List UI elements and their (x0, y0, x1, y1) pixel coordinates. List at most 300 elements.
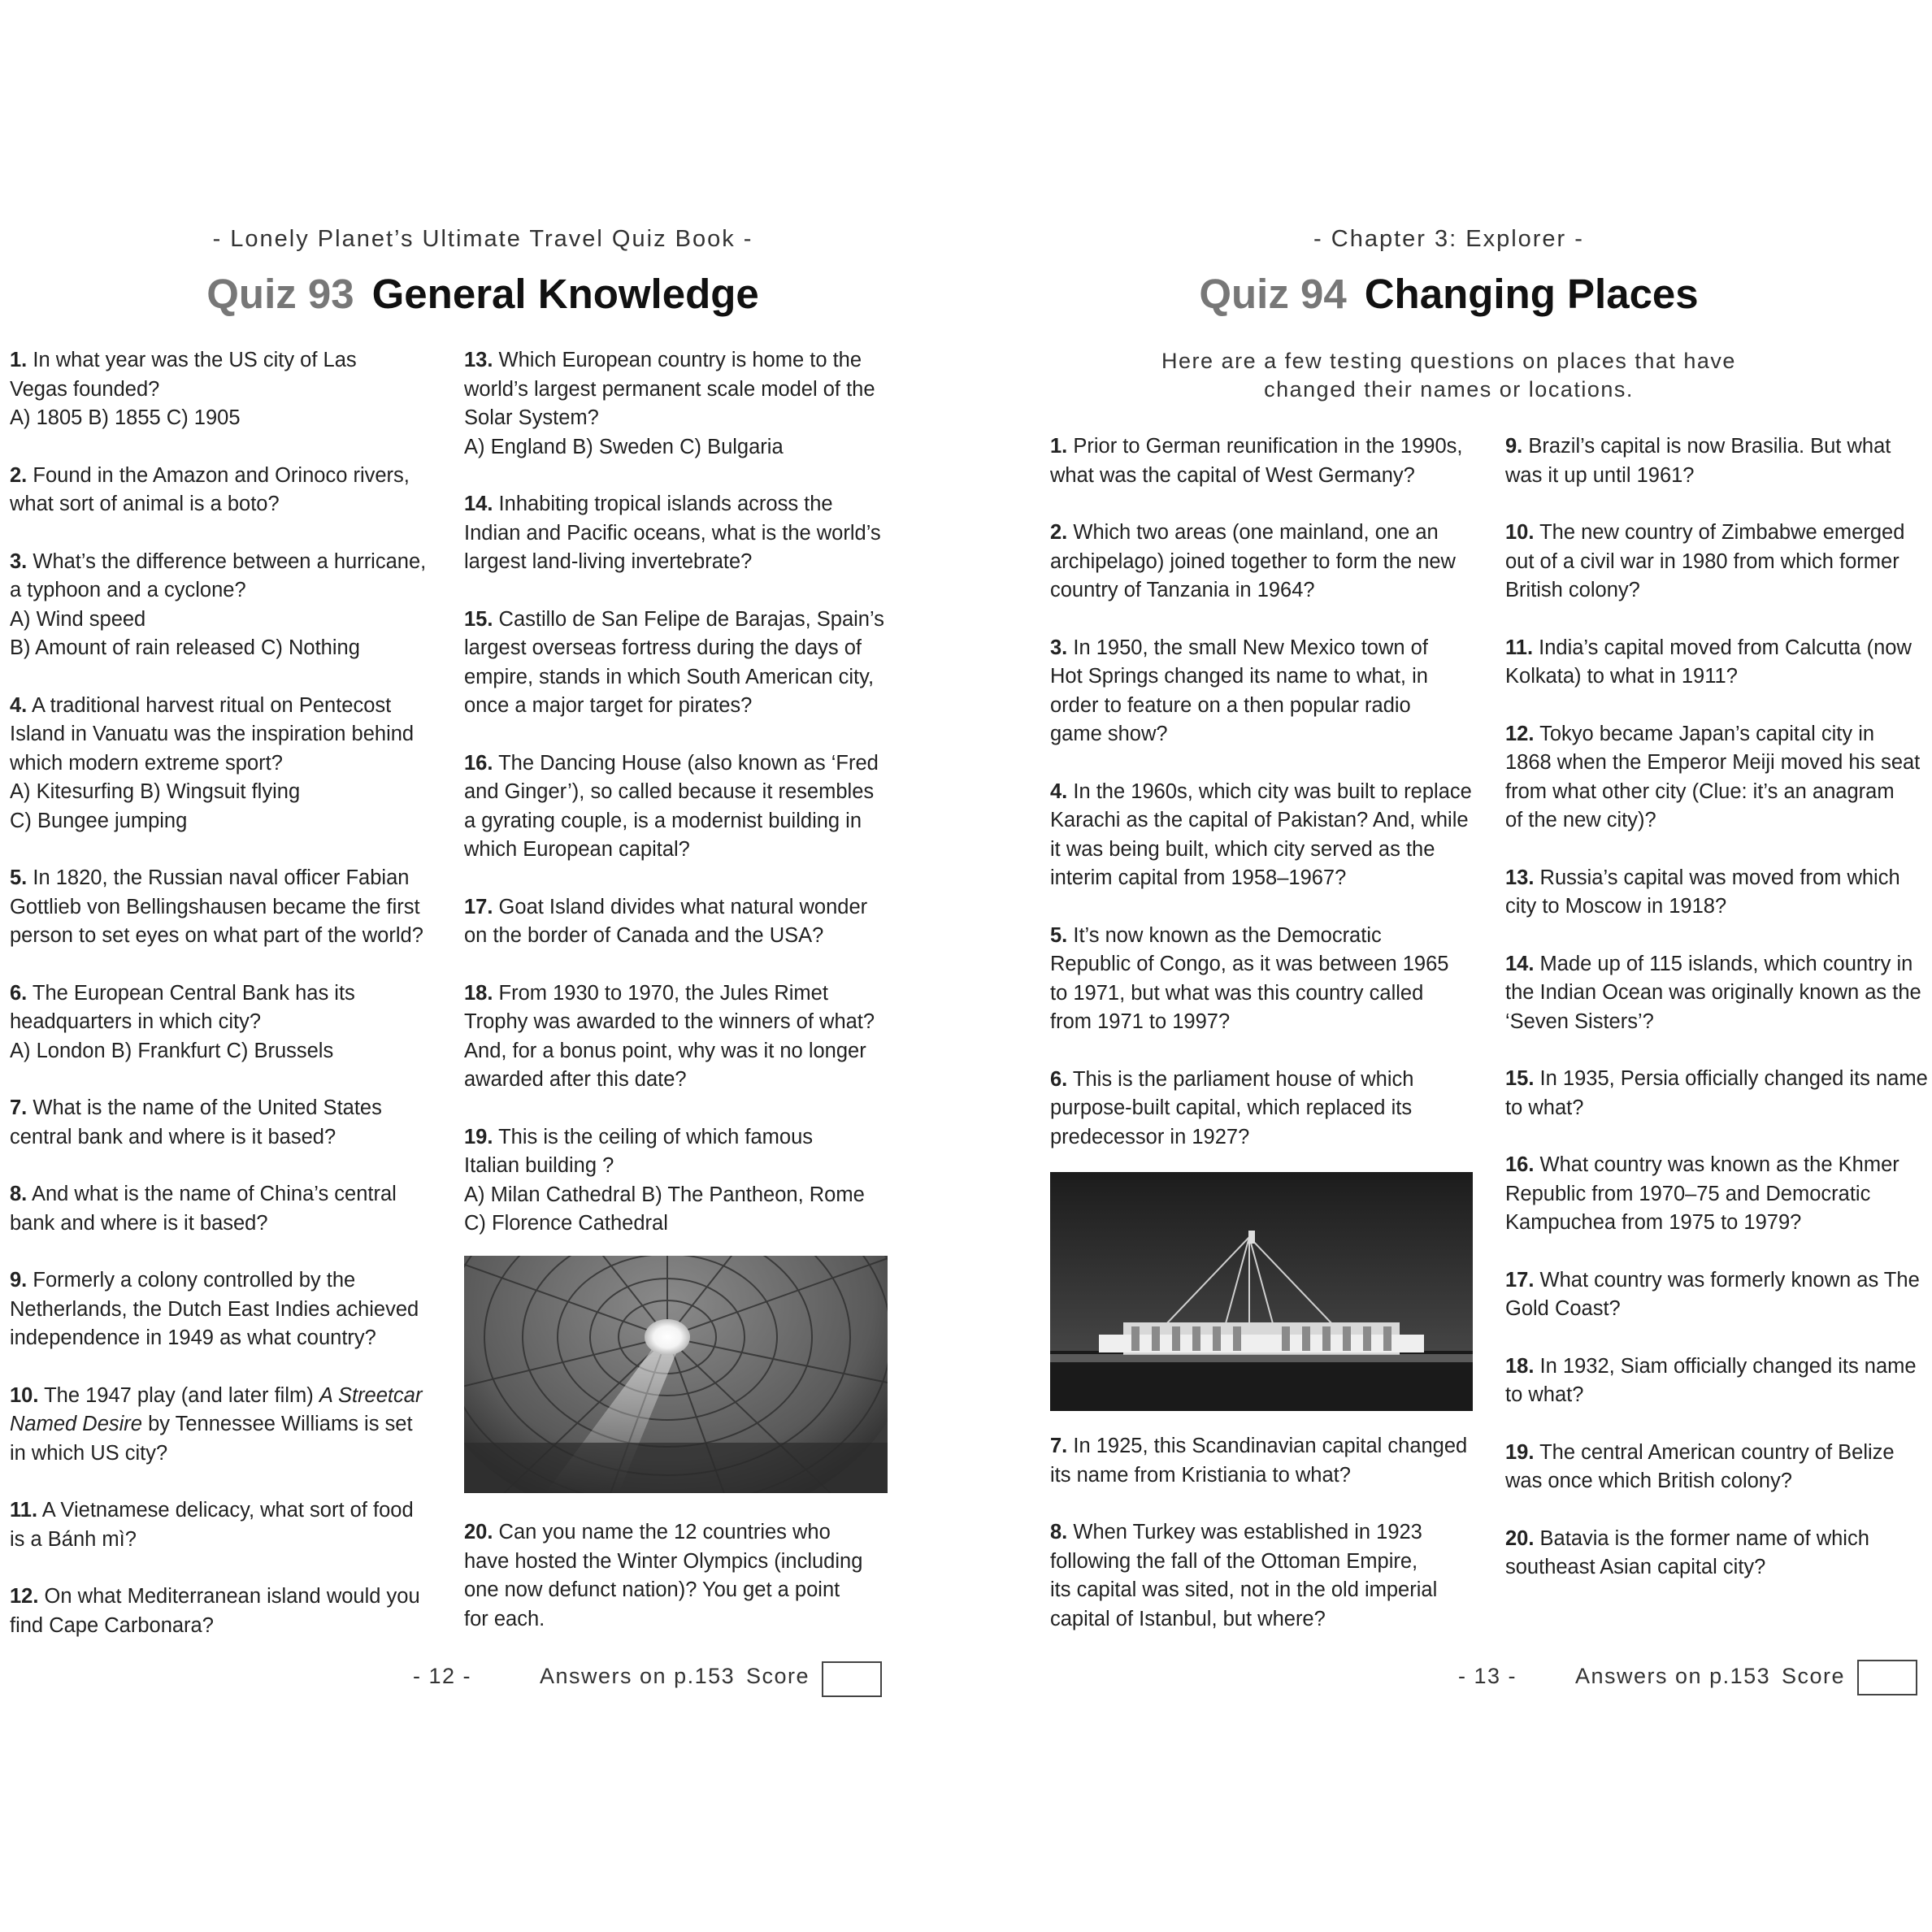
question-text: A) Milan Cathedral B) The Pantheon, Rome (464, 1183, 865, 1206)
question-line (1050, 432, 1481, 462)
question-text: person to set eyes on what part of the world? (10, 924, 423, 947)
question-line (1505, 864, 1932, 893)
question-line (10, 1037, 441, 1066)
question-text: A) Kitesurfing B) Wingsuit flying (10, 780, 301, 803)
question-text: awarded after this date? (464, 1068, 687, 1091)
question-line (464, 1066, 895, 1095)
question-text: out of a civil war in 1980 from which former (1505, 549, 1899, 573)
question-column (1050, 432, 1481, 1180)
page-number: - 12 - (413, 1664, 472, 1688)
question-line (1050, 720, 1481, 749)
question-text: Which European country is home to the (498, 349, 862, 371)
question-number: 15. (464, 607, 493, 631)
question-text: And what is the name of China’s central (31, 1183, 397, 1205)
question-9 (10, 1266, 441, 1353)
question-text: order to feature on a then popular radio (1050, 693, 1411, 717)
question-number: 13. (1505, 866, 1535, 889)
question-11 (10, 1496, 441, 1554)
question-18 (464, 979, 895, 1095)
question-text: Prior to German reunification in the 1990s, (1073, 435, 1463, 458)
question-19 (464, 1123, 895, 1239)
question-text: Island in Vanuatu was the inspiration behind (10, 723, 415, 745)
question-text: Gottlieb von Bellingshausen became the first (10, 895, 420, 918)
question-line (1050, 922, 1481, 951)
parliament-house-image (1050, 1172, 1473, 1411)
question-text: the Indian Ocean was originally known as the (1505, 981, 1921, 1004)
answers-reference: Answers on p.153 (540, 1664, 736, 1688)
question-text: for each. (464, 1607, 545, 1630)
question-6 (10, 979, 441, 1066)
question-text: India’s capital moved from Calcutta (now (1539, 636, 1912, 659)
question-number: 14. (464, 493, 493, 515)
question-line (464, 346, 895, 376)
question-line (1050, 1094, 1481, 1123)
question-text: a gyrating couple, is a modernist building in (464, 809, 862, 832)
question-line (10, 1123, 441, 1153)
question-1 (10, 346, 441, 433)
question-text: a typhoon and a cyclone? (10, 579, 246, 601)
question-line (1050, 1548, 1481, 1577)
question-text: A) England B) Sweden C) Bulgaria (464, 435, 784, 458)
question-number: 11. (10, 1499, 38, 1522)
question-line (464, 548, 895, 577)
question-19 (1505, 1439, 1932, 1496)
right-page (966, 0, 1932, 1932)
question-line (10, 1410, 441, 1439)
question-line (1505, 778, 1932, 807)
question-line (10, 1296, 441, 1325)
question-number: 18. (464, 981, 493, 1005)
question-17 (1505, 1266, 1932, 1324)
question-line (464, 490, 895, 519)
question-line (10, 1266, 441, 1296)
question-line (10, 1439, 441, 1469)
question-number: 11. (1505, 636, 1534, 659)
question-text: In the 1960s, which city was built to replace (1073, 779, 1472, 803)
question-text: purpose-built capital, which replaced its (1050, 1096, 1413, 1119)
question-line (1050, 778, 1481, 807)
question-text: 1868 when the Emperor Meiji moved his seat (1505, 751, 1921, 774)
pantheon-dome-image (464, 1256, 888, 1493)
question-text: In 1820, the Russian naval officer Fabian (33, 866, 410, 889)
question-text: C) Florence Cathedral (464, 1212, 668, 1235)
running-head: - Chapter 3: Explorer - (1313, 226, 1584, 252)
question-text: in which US city? (10, 1441, 168, 1465)
question-text: C) Bungee jumping (10, 809, 188, 832)
question-number: 2. (10, 463, 28, 487)
question-20 (464, 1518, 895, 1634)
question-15 (464, 606, 895, 721)
question-line (1050, 576, 1481, 606)
question-number: 3. (10, 549, 28, 573)
question-line (10, 462, 441, 491)
question-line (10, 1180, 441, 1209)
question-line (1050, 950, 1481, 979)
question-number: 20. (464, 1521, 493, 1543)
question-text: Indian and Pacific oceans, what is the world’s (464, 521, 881, 545)
intro-line: Here are a few testing questions on places that have (1161, 349, 1736, 373)
question-line (1505, 892, 1932, 922)
question-line (1505, 1094, 1932, 1123)
question-text: A Vietnamese delicacy, what sort of food (41, 1499, 414, 1522)
question-text: its name from Kristiania to what? (1050, 1463, 1351, 1487)
question-line (464, 836, 895, 865)
question-text: It’s now known as the Democratic (1073, 923, 1382, 947)
quiz-number: Quiz 94 (1199, 271, 1347, 317)
question-column (464, 1518, 895, 1662)
question-2 (10, 462, 441, 519)
question-text: Tokyo became Japan’s capital city in (1539, 722, 1875, 745)
question-text: The 1947 play (and later film) A Streetcar (44, 1383, 423, 1407)
question-line (1050, 662, 1481, 692)
question-text: Formerly a colony controlled by the (33, 1269, 356, 1292)
question-13 (464, 346, 895, 462)
question-line (10, 1496, 441, 1526)
question-line (1050, 1576, 1481, 1605)
question-8 (10, 1180, 441, 1238)
question-line (464, 1548, 895, 1577)
question-line (1505, 806, 1932, 836)
question-number: 17. (1505, 1268, 1535, 1292)
question-line (10, 490, 441, 519)
question-text: world’s largest permanent scale model of the (464, 377, 875, 401)
question-text: and Ginger’), so called because it resembles (464, 780, 875, 803)
question-text: Gold Coast? (1505, 1297, 1621, 1320)
question-text: Brazil’s capital is now Brasilia. But what (1528, 435, 1891, 458)
question-10 (1505, 519, 1932, 606)
question-line (1505, 548, 1932, 577)
question-line (1050, 692, 1481, 721)
question-text: was once which British colony? (1505, 1470, 1792, 1492)
question-number: 5. (1050, 923, 1068, 947)
question-line (464, 1181, 895, 1210)
question-text: Italian building ? (464, 1154, 614, 1177)
question-line (10, 1209, 441, 1239)
question-line (1050, 836, 1481, 865)
question-text: What country was formerly known as The (1539, 1268, 1920, 1292)
question-number: 8. (1050, 1521, 1068, 1543)
question-text: largest land-living invertebrate? (464, 550, 753, 573)
question-text: it was being built, which city served as the (1050, 837, 1435, 861)
question-line (1505, 1352, 1932, 1382)
question-line (1050, 1461, 1481, 1491)
question-text: empire, stands in which South American city, (464, 665, 875, 688)
question-number: 9. (10, 1269, 28, 1292)
question-text: to what? (1505, 1096, 1584, 1119)
question-3 (1050, 634, 1481, 749)
question-line (464, 663, 895, 692)
question-number: 19. (464, 1125, 493, 1148)
question-6 (1050, 1066, 1481, 1153)
question-text: Karachi as the capital of Pakistan? And, while (1050, 809, 1469, 831)
question-line (1505, 662, 1932, 692)
question-line (1505, 634, 1932, 663)
question-text: predecessor in 1927? (1050, 1125, 1250, 1148)
quiz-number: Quiz 93 (206, 271, 354, 317)
question-11 (1505, 634, 1932, 692)
question-line (1050, 1605, 1481, 1635)
question-12 (10, 1583, 441, 1640)
question-text: The Dancing House (also known as ‘Fred (498, 751, 879, 775)
question-line (464, 749, 895, 779)
question-1 (1050, 432, 1481, 490)
answers-reference: Answers on p.153 (1575, 1664, 1771, 1688)
question-line (1505, 749, 1932, 778)
question-text: what was the capital of West Germany? (1050, 463, 1415, 487)
question-14 (1505, 950, 1932, 1037)
question-15 (1505, 1065, 1932, 1122)
question-number: 10. (1505, 521, 1535, 544)
question-number: 18. (1505, 1354, 1535, 1378)
question-line (1505, 432, 1932, 462)
question-text: B) Amount of rain released C) Nothing (10, 636, 360, 659)
question-text: The European Central Bank has its (32, 981, 355, 1005)
question-text: which European capital? (464, 838, 690, 861)
question-line (10, 1612, 441, 1641)
question-line (10, 1526, 441, 1555)
question-14 (464, 490, 895, 577)
question-text: What country was known as the Khmer (1539, 1153, 1899, 1176)
question-line (1505, 519, 1932, 548)
question-line (10, 606, 441, 635)
quiz-title (966, 270, 1932, 318)
question-line (10, 346, 441, 376)
question-line (1050, 1432, 1481, 1461)
question-line (1050, 1066, 1481, 1095)
question-line (464, 1123, 895, 1153)
question-text: interim capital from 1958–1967? (1050, 866, 1347, 889)
question-16 (1505, 1151, 1932, 1238)
question-line (1505, 1266, 1932, 1296)
score-box[interactable] (1857, 1660, 1917, 1695)
question-text: archipelago) joined together to form the new (1050, 549, 1456, 573)
question-line (1050, 979, 1481, 1009)
question-text: Kolkata) to what in 1911? (1505, 665, 1738, 688)
question-text: bank and where is it based? (10, 1211, 268, 1235)
question-number: 15. (1505, 1067, 1535, 1090)
question-text: Goat Island divides what natural wonder (498, 895, 868, 918)
question-line (464, 433, 895, 462)
question-line (464, 1518, 895, 1548)
question-line (1505, 462, 1932, 491)
question-text: Trophy was awarded to the winners of what? (464, 1010, 875, 1033)
question-line (464, 807, 895, 836)
question-number: 2. (1050, 521, 1068, 544)
question-text: Found in the Amazon and Orinoco rivers, (33, 463, 410, 487)
question-number: 7. (10, 1096, 28, 1119)
question-line (1505, 1151, 1932, 1180)
question-line (1050, 462, 1481, 491)
question-text: find Cape Carbonara? (10, 1613, 214, 1637)
question-number: 1. (10, 349, 28, 371)
question-5 (1050, 922, 1481, 1037)
question-number: 13. (464, 349, 493, 371)
question-text: What is the name of the United States (33, 1096, 382, 1119)
question-text: Solar System? (464, 406, 599, 429)
question-line (1050, 548, 1481, 577)
question-line (464, 1008, 895, 1037)
question-line (464, 979, 895, 1009)
question-text: of the new city)? (1505, 809, 1656, 831)
question-line (1505, 1209, 1932, 1238)
question-line (464, 692, 895, 721)
question-18 (1505, 1352, 1932, 1410)
question-number: 8. (10, 1183, 28, 1205)
question-number: 6. (10, 981, 28, 1005)
question-number: 16. (1505, 1153, 1535, 1176)
question-text: A traditional harvest ritual on Pentecost (31, 693, 392, 717)
question-text: A) Wind speed (10, 607, 146, 631)
question-line (1505, 1295, 1932, 1324)
pantheon-dome-photo (464, 1256, 888, 1493)
question-text: British colony? (1505, 579, 1640, 601)
question-number: 17. (464, 895, 493, 918)
question-line (464, 778, 895, 807)
question-column (464, 346, 895, 1267)
question-line (10, 376, 441, 405)
question-text: ‘Seven Sisters’? (1505, 1009, 1654, 1033)
question-text: What’s the difference between a hurricane, (33, 549, 427, 573)
question-line (10, 548, 441, 577)
question-text: Inhabiting tropical islands across the (498, 493, 833, 515)
question-text: In what year was the US city of Las (33, 349, 357, 371)
question-line (1050, 1518, 1481, 1548)
question-line (10, 1094, 441, 1123)
question-line (1505, 950, 1932, 979)
question-text: Hot Springs changed its name to what, in (1050, 665, 1428, 688)
question-line (464, 606, 895, 635)
question-line (10, 864, 441, 893)
question-column (10, 346, 441, 1669)
parliament-house-photo (1050, 1172, 1473, 1411)
question-text: In 1935, Persia officially changed its name (1539, 1067, 1928, 1090)
quiz-title (0, 270, 966, 318)
question-line (10, 692, 441, 721)
question-line (10, 893, 441, 923)
question-line (1505, 1008, 1932, 1037)
question-line (1505, 720, 1932, 749)
quiz-name: General Knowledge (371, 271, 759, 317)
question-number: 19. (1505, 1440, 1535, 1464)
question-line (464, 634, 895, 663)
question-line (10, 404, 441, 433)
question-line (10, 1382, 441, 1411)
question-text: A) 1805 B) 1855 C) 1905 (10, 406, 241, 429)
question-text: In 1950, the small New Mexico town of (1073, 636, 1428, 659)
question-3 (10, 548, 441, 663)
question-text: capital of Istanbul, but where? (1050, 1607, 1326, 1630)
question-text: largest overseas fortress during the days of (464, 636, 862, 659)
question-text: was it up until 1961? (1505, 463, 1695, 487)
question-line (10, 1583, 441, 1612)
question-line (1050, 519, 1481, 548)
question-line (1505, 1180, 1932, 1209)
score-label: Score (1782, 1664, 1846, 1688)
question-text: game show? (1050, 723, 1168, 745)
question-text: The central American country of Belize (1539, 1440, 1895, 1464)
question-line (464, 1037, 895, 1066)
question-line (10, 1324, 441, 1353)
question-2 (1050, 519, 1481, 606)
question-line (1050, 806, 1481, 836)
question-text: one now defunct nation)? You get a point (464, 1578, 840, 1601)
question-number: 10. (10, 1383, 39, 1407)
question-line (1505, 1525, 1932, 1554)
question-line (1050, 1008, 1481, 1037)
question-16 (464, 749, 895, 865)
question-line (1505, 1381, 1932, 1410)
question-column (1505, 432, 1932, 1611)
question-4 (1050, 778, 1481, 893)
question-line (1050, 864, 1481, 893)
question-text: from what other city (Clue: it’s an anagram (1505, 779, 1895, 803)
intro-text (966, 347, 1932, 404)
question-number: 14. (1505, 952, 1535, 975)
question-text: what sort of animal is a boto? (10, 493, 280, 515)
question-line (1050, 634, 1481, 663)
question-line (464, 376, 895, 405)
question-text: Republic of Congo, as it was between 1965 (1050, 953, 1449, 975)
question-line (10, 807, 441, 836)
question-text: once a major target for pirates? (464, 694, 753, 717)
score-box[interactable] (822, 1661, 882, 1697)
question-number: 3. (1050, 636, 1068, 659)
question-text: This is the parliament house of which (1072, 1067, 1414, 1091)
question-text: Which two areas (one mainland, one an (1073, 521, 1439, 544)
question-4 (10, 692, 441, 836)
question-text: Made up of 115 islands, which country in (1539, 952, 1913, 975)
question-text: When Turkey was established in 1923 (1073, 1521, 1422, 1543)
question-text: to what? (1505, 1383, 1584, 1406)
question-column (1050, 1432, 1481, 1662)
question-line (10, 749, 441, 779)
question-text: which modern extreme sport? (10, 751, 283, 775)
question-line (10, 576, 441, 606)
question-line (1505, 1553, 1932, 1583)
question-text: city to Moscow in 1918? (1505, 895, 1727, 918)
question-text: Russia’s capital was moved from which (1539, 866, 1900, 889)
question-line (10, 778, 441, 807)
question-line (10, 1008, 441, 1037)
question-text: Netherlands, the Dutch East Indies achieved (10, 1297, 419, 1321)
question-text: Republic from 1970–75 and Democratic (1505, 1182, 1871, 1205)
score-label: Score (746, 1664, 810, 1688)
question-text: This is the ceiling of which famous (498, 1125, 813, 1148)
question-text: The new country of Zimbabwe emerged (1539, 521, 1905, 544)
question-text: Vegas founded? (10, 377, 160, 401)
question-line (10, 979, 441, 1009)
question-text: southeast Asian capital city? (1505, 1556, 1766, 1578)
question-text: Kampuchea from 1975 to 1979? (1505, 1211, 1802, 1234)
question-line (464, 1209, 895, 1239)
question-13 (1505, 864, 1932, 922)
question-line (1505, 1439, 1932, 1468)
page-number: - 13 - (1458, 1664, 1517, 1688)
question-number: 9. (1505, 435, 1523, 458)
question-line (10, 634, 441, 663)
question-number: 4. (1050, 779, 1068, 803)
question-line (464, 1152, 895, 1181)
question-number: 20. (1505, 1526, 1535, 1550)
question-line (464, 1605, 895, 1635)
question-text: is a Bánh mì? (10, 1527, 137, 1551)
question-number: 6. (1050, 1067, 1068, 1091)
question-text: In 1925, this Scandinavian capital changed (1073, 1435, 1468, 1457)
question-line (1505, 576, 1932, 606)
question-17 (464, 893, 895, 951)
question-line (10, 922, 441, 951)
question-text: from 1971 to 1997? (1050, 1010, 1231, 1033)
